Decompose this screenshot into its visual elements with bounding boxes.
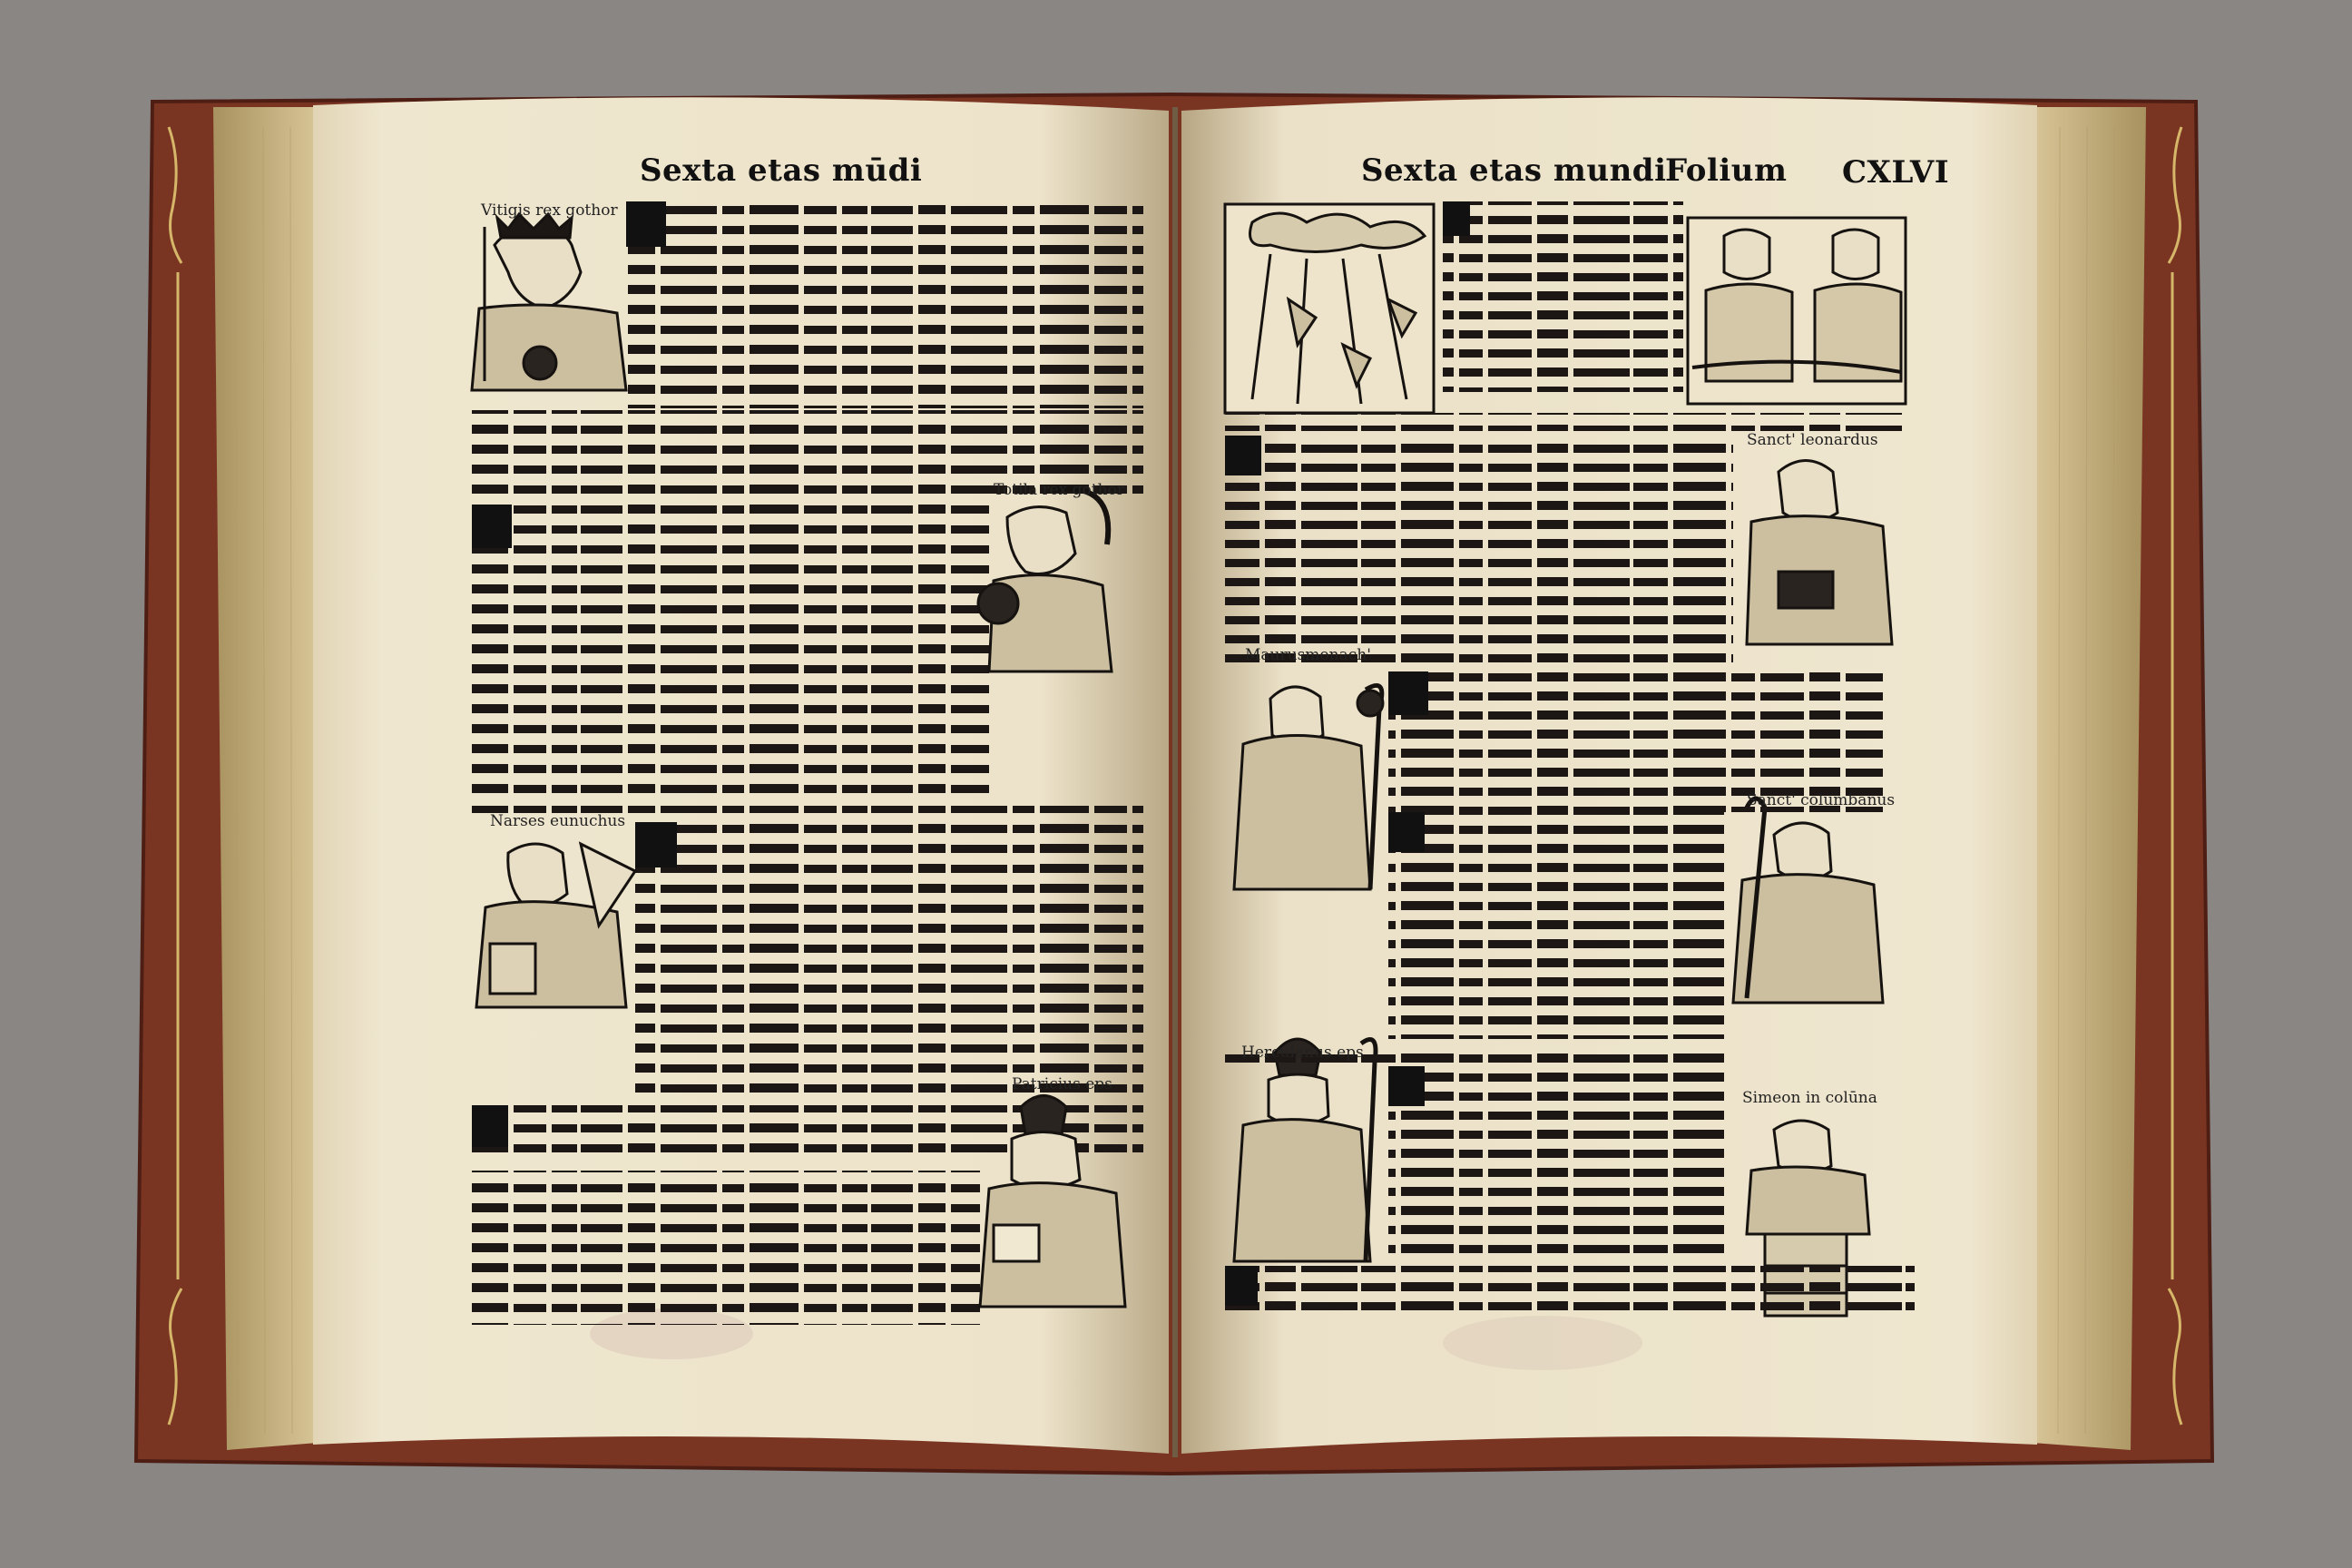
initial-T (472, 505, 512, 548)
initial-L (1225, 436, 1261, 475)
right-text-block-2 (1225, 413, 1906, 431)
right-text-block-7 (1388, 1066, 1724, 1261)
right-page-edges (2033, 107, 2146, 1450)
right-text-block-1 (1443, 201, 1683, 392)
initial-N (635, 822, 677, 867)
initial-V (626, 201, 666, 247)
initial-M (1388, 671, 1428, 715)
left-text-block-5 (635, 822, 1143, 1103)
initial-S-1 (1443, 201, 1470, 236)
caption-maurus: Maurusmonach' (1245, 646, 1371, 664)
caption-simeon: Simeon in colūna (1742, 1089, 1877, 1107)
caption-totila: Totila rex gothor (994, 481, 1124, 499)
left-text-block-1 (626, 201, 1143, 408)
initial-H (1388, 1066, 1425, 1106)
caption-leonardus: Sanct' leonardus (1747, 431, 1878, 449)
initial-C (1388, 812, 1425, 852)
woodcut-two-figures (1688, 218, 1906, 404)
initial-S-2 (1225, 1266, 1258, 1306)
woodcut-storm (1225, 204, 1434, 413)
right-text-block-8 (1225, 1266, 1915, 1320)
right-text-block-3 (1225, 436, 1733, 662)
caption-herculanus: Herculanus eps (1241, 1044, 1364, 1062)
left-page-edges (213, 107, 318, 1450)
folium-label: Folium (1665, 152, 1788, 189)
left-text-block-3 (472, 505, 989, 804)
right-running-head: Sexta etas mundi (1361, 152, 1667, 189)
caption-vitigis: Vitigis rex gothor (481, 201, 618, 220)
folio-number: CXLVI (1842, 154, 1950, 191)
caption-narses: Narses eunuchus (490, 812, 626, 830)
right-text-block-5 (1388, 812, 1724, 1039)
left-text-block-7 (472, 1171, 980, 1325)
caption-columbanus: Sanct' columbanus (1747, 791, 1896, 809)
left-running-head: Sexta etas mūdi (640, 152, 923, 189)
caption-patricius: Patricius eps (1012, 1075, 1112, 1093)
initial-P (472, 1105, 508, 1147)
